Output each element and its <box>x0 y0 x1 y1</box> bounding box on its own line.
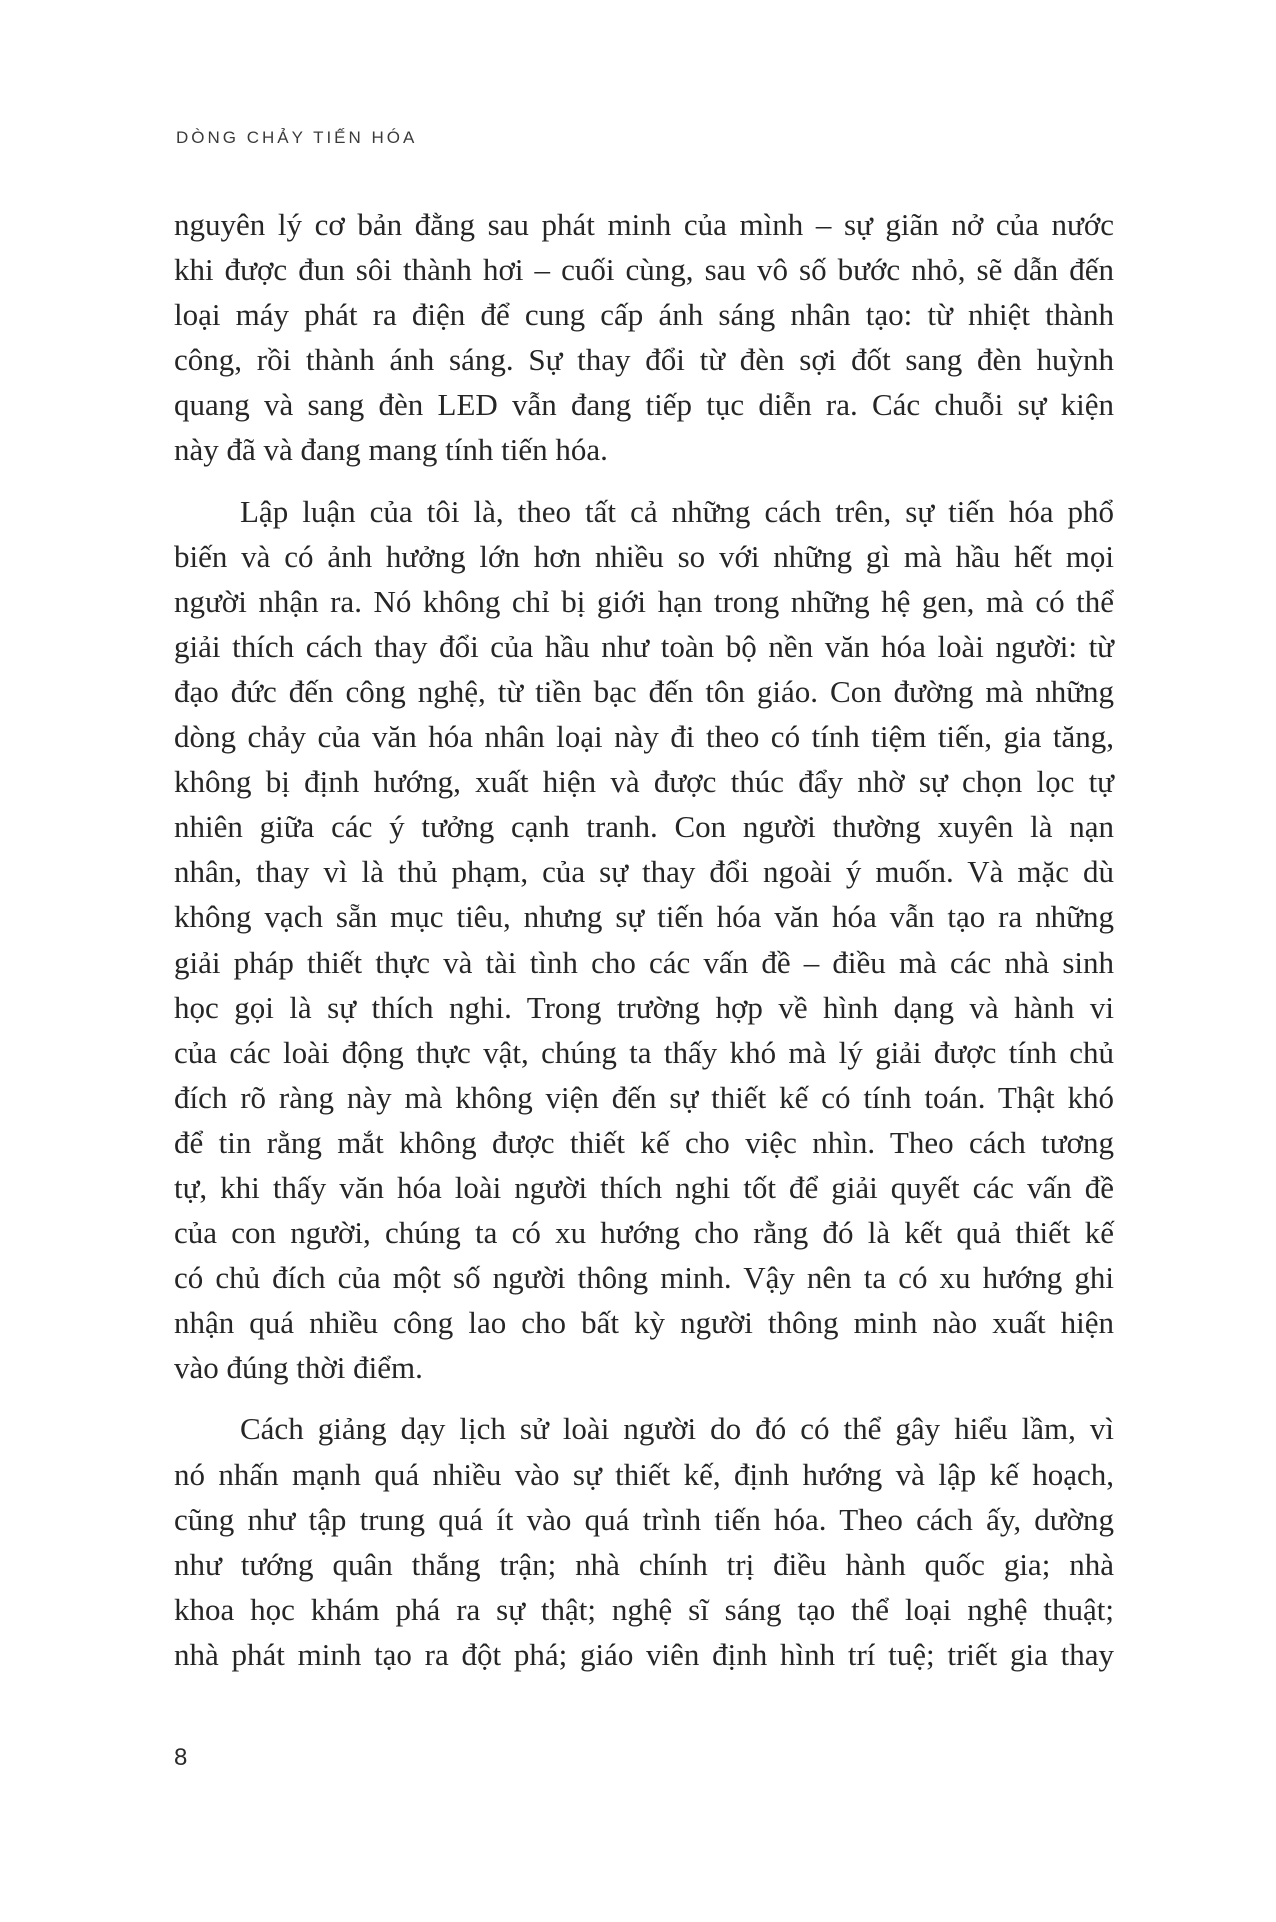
text-line: nhân, thay vì là thủ phạm, của sự thay đổi ngoài ý muốn. Và mặc dù <box>174 854 1114 890</box>
text-line: nguyên lý cơ bản đằng sau phát minh của mình – sự giãn nở của nước <box>174 207 1114 242</box>
text-line: nhiên giữa các ý tưởng cạnh tranh. Con người thường xuyên là nạn <box>174 809 1114 845</box>
text-line: không vạch sẵn mục tiêu, nhưng sự tiến hóa văn hóa vẫn tạo ra những <box>174 899 1114 935</box>
paragraph-1 <box>174 202 1114 473</box>
page-number: 8 <box>174 1744 188 1771</box>
text-line: không bị định hướng, xuất hiện và được thúc đẩy nhờ sự chọn lọc tự <box>174 764 1114 800</box>
text-line: giải thích cách thay đổi của hầu như toàn bộ nền văn hóa loài người: từ <box>174 628 1114 664</box>
text-line: Cách giảng dạy lịch sử loài người do đó có thể gây hiểu lầm, vì <box>240 1411 1114 1447</box>
text-line: học gọi là sự thích nghi. Trong trường hợp về hình dạng và hành vi <box>174 989 1114 1025</box>
text-line: cũng như tập trung quá ít vào quá trình tiến hóa. Theo cách ấy, dường <box>174 1501 1114 1537</box>
running-header: DÒNG CHẢY TIẾN HÓA <box>176 128 418 147</box>
text-line: để tin rằng mắt không được thiết kế cho việc nhìn. Theo cách tương <box>174 1124 1114 1160</box>
text-line: nhà phát minh tạo ra đột phá; giáo viên định hình trí tuệ; triết gia thay <box>174 1636 1114 1672</box>
text-line: loại máy phát ra điện để cung cấp ánh sáng nhân tạo: từ nhiệt thành <box>174 297 1114 333</box>
text-line: công, rồi thành ánh sáng. Sự thay đổi từ đèn sợi đốt sang đèn huỳnh <box>174 342 1114 378</box>
text-line: này đã và đang mang tính tiến hóa. <box>174 432 608 468</box>
body-text <box>174 202 1114 1677</box>
text-line: của các loài động thực vật, chúng ta thấy khó mà lý giải được tính chủ <box>174 1034 1114 1070</box>
paragraph-3 <box>174 1406 1114 1677</box>
text-line: Lập luận của tôi là, theo tất cả những cách trên, sự tiến hóa phổ <box>240 493 1114 529</box>
text-line: vào đúng thời điểm. <box>174 1350 423 1386</box>
text-line: của con người, chúng ta có xu hướng cho rằng đó là kết quả thiết kế <box>174 1215 1114 1251</box>
paragraph-2 <box>174 489 1114 1391</box>
text-line: nó nhấn mạnh quá nhiều vào sự thiết kế, định hướng và lập kế hoạch, <box>174 1456 1114 1492</box>
text-line: nhận quá nhiều công lao cho bất kỳ người thông minh nào xuất hiện <box>174 1305 1114 1341</box>
text-line: đạo đức đến công nghệ, từ tiền bạc đến tôn giáo. Con đường mà những <box>174 673 1114 709</box>
text-line: biến và có ảnh hưởng lớn hơn nhiều so với những gì mà hầu hết mọi <box>174 538 1114 574</box>
text-line: có chủ đích của một số người thông minh. Vậy nên ta có xu hướng ghi <box>174 1260 1114 1296</box>
text-line: như tướng quân thắng trận; nhà chính trị điều hành quốc gia; nhà <box>174 1546 1114 1582</box>
text-line: đích rõ ràng này mà không viện đến sự thiết kế có tính toán. Thật khó <box>174 1079 1114 1115</box>
text-line: tự, khi thấy văn hóa loài người thích nghi tốt để giải quyết các vấn đề <box>174 1169 1114 1205</box>
text-line: người nhận ra. Nó không chỉ bị giới hạn trong những hệ gen, mà có thể <box>174 583 1114 619</box>
text-line: giải pháp thiết thực và tài tình cho các vấn đề – điều mà các nhà sinh <box>174 944 1114 980</box>
text-line: quang và sang đèn LED vẫn đang tiếp tục diễn ra. Các chuỗi sự kiện <box>174 387 1114 423</box>
text-line: khoa học khám phá ra sự thật; nghệ sĩ sáng tạo thể loại nghệ thuật; <box>174 1591 1114 1627</box>
text-line: dòng chảy của văn hóa nhân loại này đi theo có tính tiệm tiến, gia tăng, <box>174 719 1114 755</box>
text-line: khi được đun sôi thành hơi – cuối cùng, sau vô số bước nhỏ, sẽ dẫn đến <box>174 252 1114 288</box>
